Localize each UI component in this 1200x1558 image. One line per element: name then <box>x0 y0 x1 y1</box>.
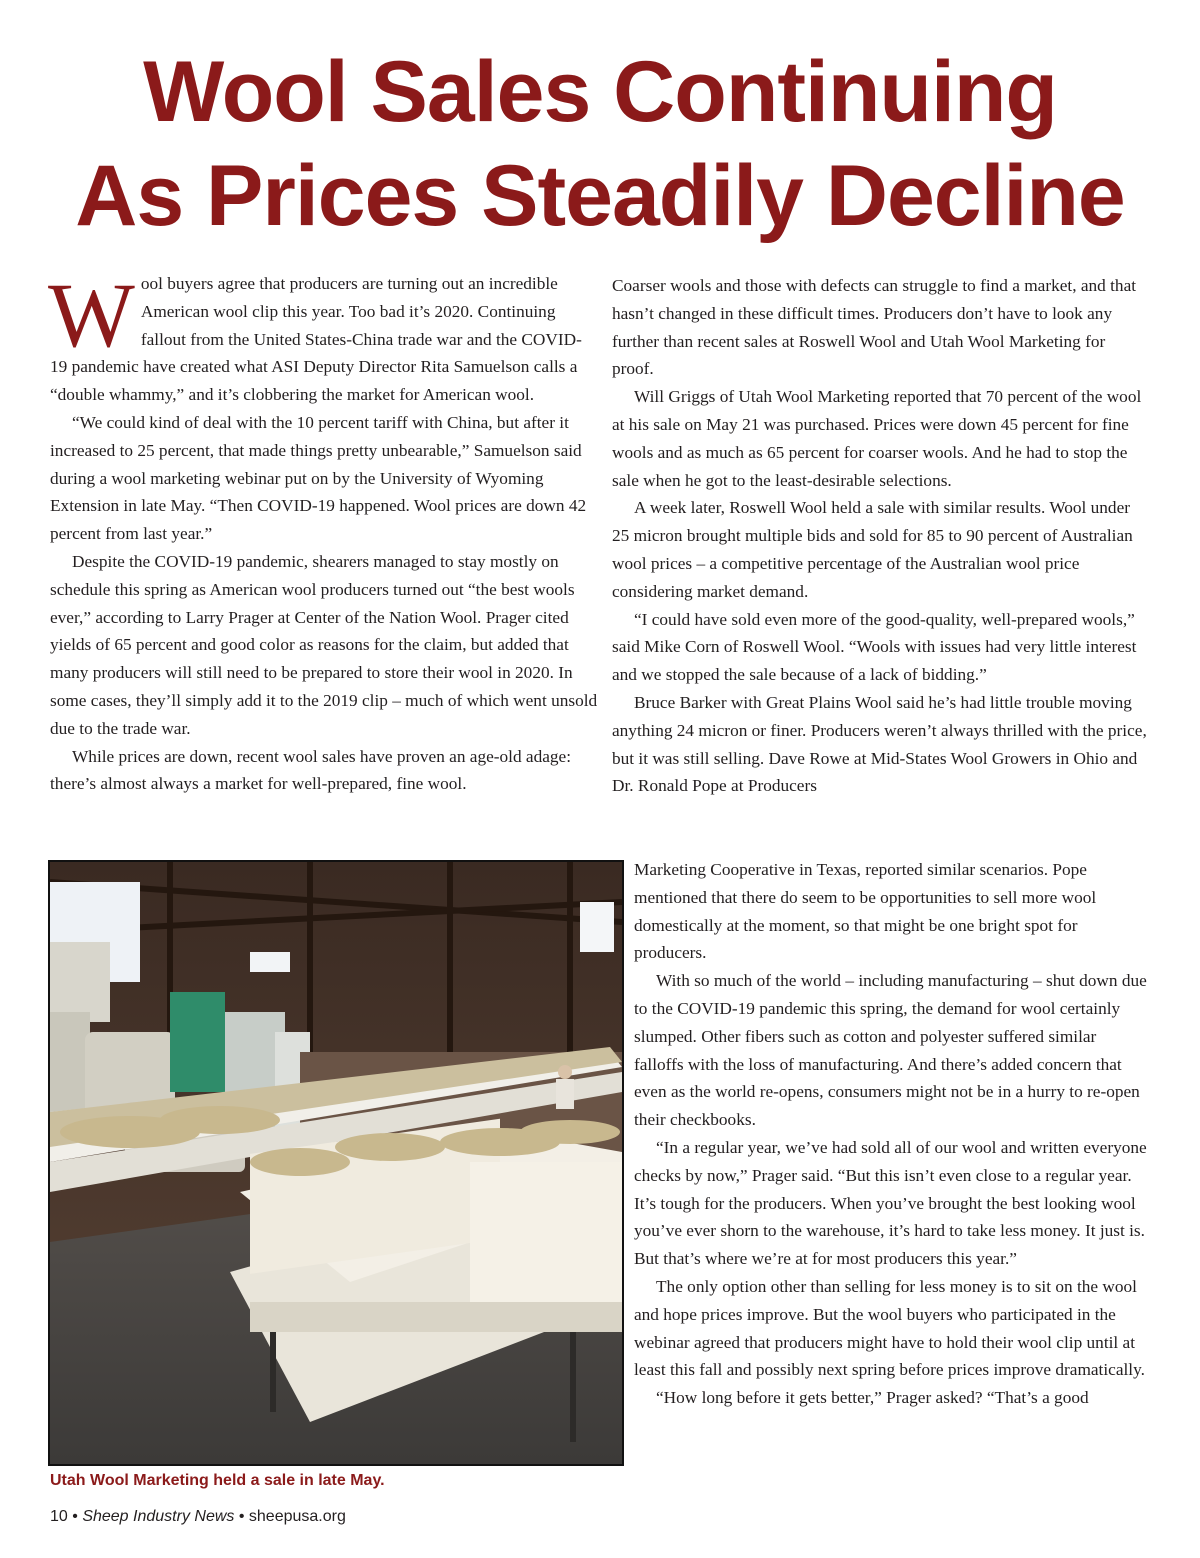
website-link[interactable]: sheepusa.org <box>248 1508 346 1525</box>
wool-warehouse-photo <box>48 860 624 1466</box>
right-column-upper <box>612 272 1150 800</box>
article-paragraph <box>48 264 598 409</box>
article-paragraph: Marketing Cooperative in Texas, reported similar scenarios. Pope mentioned that there do seem to be opportunities to sell more wool domestically at the moment, so that might be one bright spot for producers. <box>634 860 1097 963</box>
drop-cap: W <box>48 264 135 366</box>
photo-illustration <box>50 862 622 1464</box>
article-paragraph: “We could kind of deal with the 10 percent tariff with China, but after it increased to 25 percent, that made things pretty unbearable,” Samuelson said during a wool marketing webinar put on by the University of Wyoming Extension in late May. “Then COVID-19 happened. Wool prices are down 42 percent from last year.” <box>50 412 587 544</box>
footer-bullet: • <box>72 1508 78 1525</box>
article-paragraph: Despite the COVID-19 pandemic, shearers managed to stay mostly on schedule this spring as American wool producers turned out “the best wools ever,” according to Larry Prager at Center of the Nation Wool. Prager cited yields of 65 percent and good color as reasons for the claim, but added that many producers will still need to be prepared to store their wool in 2020. In some cases, they’ll simply add it to the 2019 clip – much of which went unsold due to the trade war. <box>50 551 598 738</box>
article-paragraph: A week later, Roswell Wool held a sale with similar results. Wool under 25 micron brought multiple bids and sold for 85 to 90 percent of Australian wool prices – a competitive percentage of the Australian wool price considering market demand. <box>612 498 1133 601</box>
article-paragraph: With so much of the world – including manufacturing – shut down due to the COVID-19 pandemic this spring, the demand for wool certainly slumped. Other fibers such as cotton and polyester suffered similar falloffs with the loss of manufacturing. And there’s added concern that even as the world re-opens, consumers might not be in a hurry to re-open their checkbooks. <box>634 971 1147 1130</box>
page-footer <box>50 1508 346 1526</box>
article-paragraph: The only option other than selling for less money is to sit on the wool and hope prices improve. But the wool buyers who participated in the webinar agreed that producers might have to hold their wool clip until at least this fall and possibly next spring before prices improve dramatically. <box>634 1276 1145 1380</box>
publication-name: Sheep Industry News <box>82 1508 235 1525</box>
article-paragraph: “In a regular year, we’ve had sold all of our wool and written everyone checks by now,” Prager said. “But this isn’t even close to a regular year. It’s tough for the producers. When you’ve brought the best looking wool you’ve ever shorn to the warehouse, it’s hard to take less money. It just is. But that’s where we’re at for most producers this year.” <box>634 1137 1147 1269</box>
headline-line-2: As Prices Steadily Decline <box>75 148 1125 244</box>
footer-bullet: • <box>238 1508 245 1525</box>
headline-line-1: Wool Sales Continuing <box>143 44 1057 140</box>
article-paragraph: While prices are down, recent wool sales have proven an age-old adage: there’s almost always a market for well-prepared, fine wool. <box>50 746 572 794</box>
article-paragraph: “How long before it gets better,” Prager asked? “That’s a good <box>656 1388 1089 1408</box>
article-paragraph: “I could have sold even more of the good-quality, well-prepared wools,” said Mike Corn of Roswell Wool. “Wools with issues had very little interest and we stopped the sale because of a lack of bidding.” <box>612 609 1137 685</box>
article-paragraph: Coarser wools and those with defects can struggle to find a market, and that hasn’t changed in these difficult times. Producers don’t have to look any further than recent sales at Roswell Wool and Utah Wool Marketing for proof. <box>612 276 1137 379</box>
article-paragraph: Bruce Barker with Great Plains Wool said he’s had little trouble moving anything 24 micron or finer. Producers weren’t always thrilled with the price, but it was still selling. Dave Rowe at Mid-States Wool Growers in Ohio and Dr. Ronald Pope at Producers <box>612 692 1147 796</box>
paragraph-text: ool buyers agree that producers are turning out an incredible American wool clip this year. Too bad it’s 2020. Continuing fallout from the United States-China trade war and the COVID-19 pandemic have created what ASI Deputy Director Rita Samuelson calls a “double whammy,” and it’s clobbering the market for American wool. <box>50 274 582 405</box>
photo-caption: Utah Wool Marketing held a sale in late May. <box>50 1472 385 1489</box>
right-column-lower <box>634 856 1150 1412</box>
article-headline <box>0 40 1200 248</box>
left-column <box>48 264 598 798</box>
page-number: 10 <box>50 1508 68 1525</box>
article-paragraph: Will Griggs of Utah Wool Marketing reported that 70 percent of the wool at his sale on May 21 was purchased. Prices were down 45 percent for fine wools and as much as 65 percent for coarser wools. And he had to stop the sale when he got to the least-desirable selections. <box>612 387 1142 490</box>
